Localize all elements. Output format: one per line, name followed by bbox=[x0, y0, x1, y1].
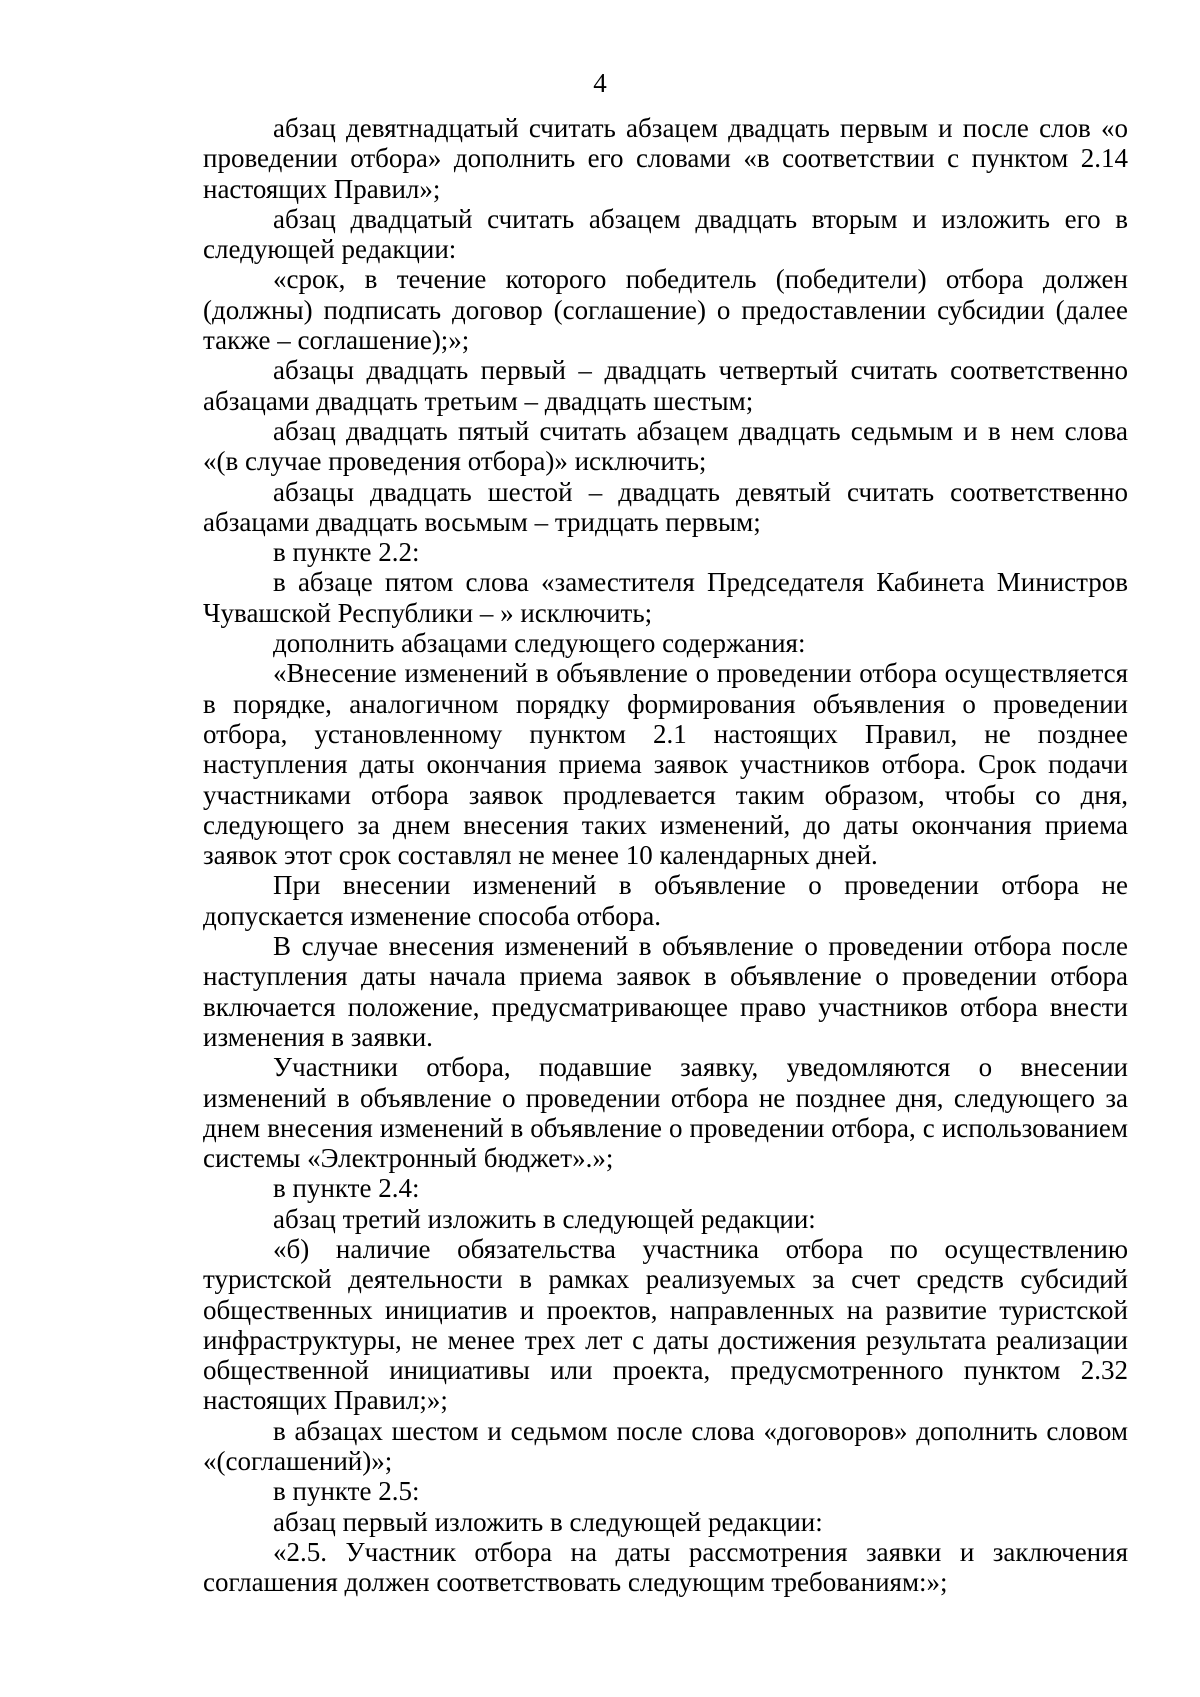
paragraph: «2.5. Участник отбора на даты рассмотрения заявки и заключения соглашения должен соответствовать следующим требованиям:»; bbox=[203, 1536, 1128, 1598]
page-number: 4 bbox=[593, 68, 607, 98]
paragraph: абзац первый изложить в следующей редакции: bbox=[273, 1506, 823, 1537]
paragraph: «б) наличие обязательства участника отбора по осуществлению туристской деятельности в рамках реализуемых за счет средств субсидий общественных инициатив и проектов, направленных на развитие туристской инфраструктуры, не менее трех лет с даты достижения результата реализации общественной инициативы или проекта, предусмотренного пунктом 2.32 настоящих Правил;»; bbox=[203, 1233, 1128, 1416]
paragraph: абзац девятнадцатый считать абзацем двадцать первым и после слов «о проведении отбора» дополнить его словами «в соответствии с пунктом 2.14 настоящих Правил»; bbox=[203, 113, 1128, 204]
paragraph: «срок, в течение которого победитель (победители) отбора должен (должны) подписать договор (соглашение) о предоставлении субсидии (далее также – соглашение);»; bbox=[203, 264, 1128, 356]
paragraph: в пункте 2.4: bbox=[273, 1173, 420, 1204]
paragraph: в пункте 2.2: bbox=[273, 537, 420, 568]
paragraph: При внесении изменений в объявление о проведении отбора не допускается изменение способа отбора. bbox=[203, 870, 1128, 931]
paragraph: абзац третий изложить в следующей редакции: bbox=[273, 1203, 816, 1234]
paragraph: дополнить абзацами следующего содержания: bbox=[273, 628, 806, 659]
paragraph: абзацы двадцать шестой – двадцать девятый считать соответственно абзацами двадцать восьмым – тридцать первым; bbox=[203, 476, 1128, 537]
paragraph: абзацы двадцать первый – двадцать четвертый считать соответственно абзацами двадцать третьим – двадцать шестым; bbox=[203, 355, 1128, 416]
paragraph: в абзацах шестом и седьмом после слова «договоров» дополнить словом «(соглашений)»; bbox=[203, 1415, 1128, 1477]
paragraph: абзац двадцатый считать абзацем двадцать вторым и изложить его в следующей редакции: bbox=[203, 203, 1128, 265]
paragraph: в пункте 2.5: bbox=[273, 1476, 420, 1507]
paragraph: Участники отбора, подавшие заявку, уведомляются о внесении изменений в объявление о проведении отбора не позднее дня, следующего за днем внесения изменений в объявление о проведении отбора, с использованием системы «Электронный бюджет».»; bbox=[203, 1052, 1128, 1174]
document-body bbox=[203, 113, 1128, 1598]
paragraph: «Внесение изменений в объявление о проведении отбора осуществляется в порядке, аналогичном порядку формирования объявления о проведении отбора, установленному пунктом 2.1 настоящих Правил, не позднее наступления даты окончания приема заявок участников отбора. Срок подачи участниками отбора заявок продлевается таким образом, чтобы со дня, следующего за днем внесения таких изменений, до даты окончания приема заявок этот срок составлял не менее 10 календарных дней. bbox=[203, 658, 1128, 871]
paragraph: в абзаце пятом слова «заместителя Председателя Кабинета Министров Чувашской Республики – » исключить; bbox=[203, 567, 1128, 628]
paragraph: абзац двадцать пятый считать абзацем двадцать седьмым и в нем слова «(в случае проведения отбора)» исключить; bbox=[203, 415, 1128, 477]
paragraph: В случае внесения изменений в объявление о проведении отбора после наступления даты начала приема заявок в объявление о проведении отбора включается положение, предусматривающее право участников отбора внести изменения в заявки. bbox=[203, 931, 1128, 1052]
